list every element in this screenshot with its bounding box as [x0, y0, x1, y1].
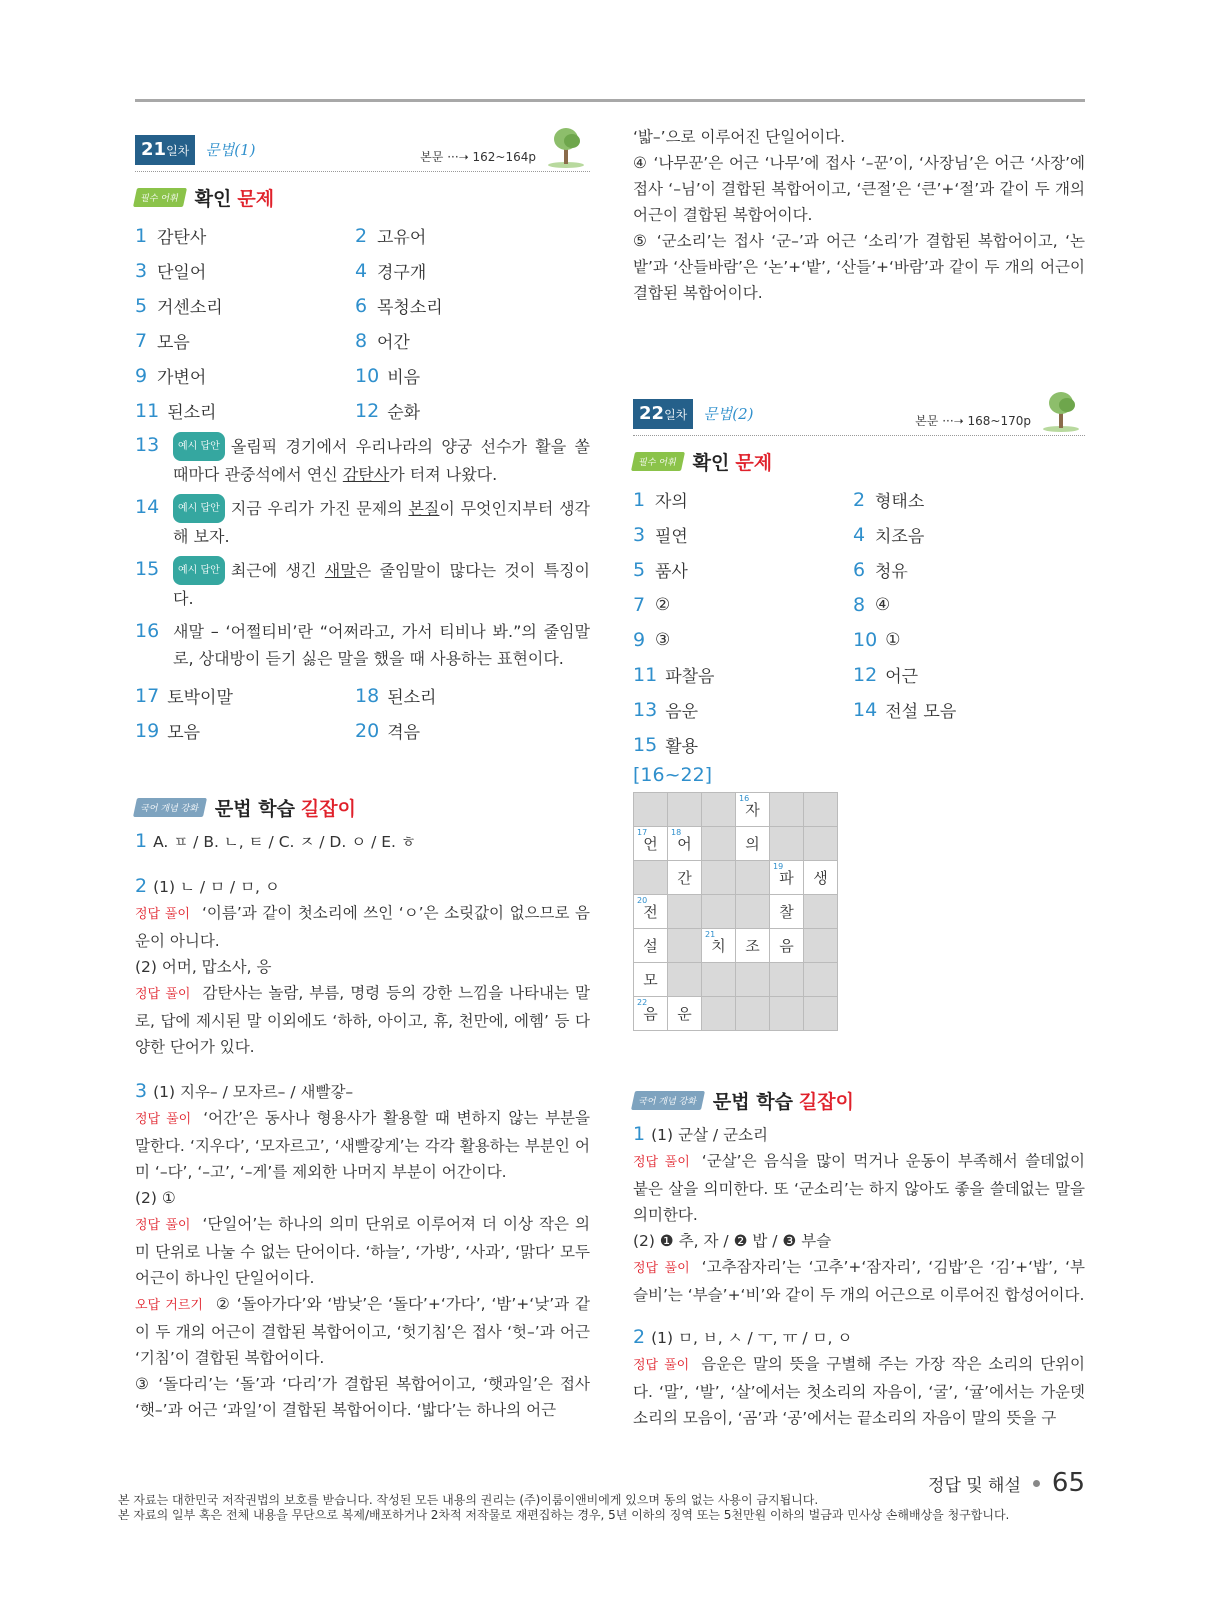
- answer-item: 12 순화: [355, 399, 421, 423]
- answer-item: 4 치조음: [853, 523, 925, 547]
- grammar2-q1: 1 (1) 군살 / 군소리: [633, 1123, 768, 1145]
- day21-section-title: 필수 어휘 확인 문제: [135, 184, 590, 210]
- answer-15: 15 예시 답안 최근에 생긴 새말은 줄임말이 많다는 것이 특징이다.: [135, 558, 591, 608]
- crossword-cell: [702, 963, 736, 997]
- crossword-cell: [634, 793, 668, 827]
- answer-row: [633, 692, 1085, 727]
- crossword-cell: 21 치: [702, 929, 736, 963]
- crossword-cell: [702, 827, 736, 861]
- day21-badge: 21일차: [135, 135, 195, 165]
- answer-item: 6 청유: [853, 558, 908, 582]
- answer-row: [135, 218, 590, 253]
- crossword-clue-number: 20: [637, 896, 648, 905]
- crossword-cell: 17 언: [634, 827, 668, 861]
- answer-item: 9 ③: [633, 628, 671, 651]
- day22-header: [633, 392, 1085, 436]
- crossword-cell: 16 자: [736, 793, 770, 827]
- answer-item: 4 경구개: [355, 259, 427, 283]
- answer-row: [633, 552, 1085, 587]
- section-tag: 필수 어휘: [133, 188, 187, 207]
- answer-item: 14 전설 모음: [853, 698, 957, 722]
- footer-label: 정답 및 해설: [927, 1475, 1021, 1496]
- answer-item: 13 음운: [633, 698, 699, 722]
- crossword-grid: [633, 792, 838, 1031]
- answer-row: [633, 622, 1085, 657]
- answer-row: [135, 323, 590, 358]
- answer-row: [135, 393, 590, 428]
- crossword-cell: 설: [634, 929, 668, 963]
- day22-section-title: 필수 어휘 확인 문제: [633, 448, 1085, 474]
- answer-row: [135, 358, 590, 393]
- answer-item: 19 모음: [135, 719, 201, 743]
- day22-subject: 문법(2): [703, 405, 754, 423]
- answer-item: 3 단일어: [135, 259, 207, 283]
- answer-item: 18 된소리: [355, 684, 437, 708]
- crossword-clue-number: 19: [773, 862, 784, 871]
- answer-row: [135, 713, 590, 748]
- crossword-cell: [702, 793, 736, 827]
- answer-row: [135, 678, 590, 713]
- crossword-cell: 음: [770, 929, 804, 963]
- crossword-cell: [770, 793, 804, 827]
- answer-row: [633, 482, 1085, 517]
- day22-badge: 22일차: [633, 399, 693, 429]
- answer-item: 10 ①: [853, 628, 901, 651]
- answer-item: 7 ②: [633, 593, 671, 616]
- tree-icon: [1043, 392, 1079, 432]
- grammar1-q2: 2 (1) ㄴ / ㅁ / ㅁ, ㅇ: [135, 875, 280, 897]
- grammar1-content: 1 A. ㅍ / B. ㄴ, ㅌ / C. ㅈ / D. ㅇ / E. ㅎ 2 (1) ㄴ / ㅁ / ㅁ, ㅇ 정답 풀이 ‘이름’과 같이 첫소리에 쓰인 ‘ㅇ’은 소릿값이 없으므로 음운이 아니다. (2) 어머, 맙소사, 응 정답 풀이 감탄사는 놀람, 부름, 명령 등의 강한 느낌을 나타내는 말로, 답에 제시된 말 이외에도 ‘하하, 아이고, 휴, 천만에, 에헴’ 등 다양한 단어가 있다. 3 (1) 지우– / 모자르– / 새빨갛– 정답 풀이 ‘어간’은 동사나 형용사가 활용할 때 변하지 않는 부분을 말한다. ‘지우다’, ‘모자르고’, ‘새빨갛게’는 각각 활용하는 부분인 어미 ‘–다’, ‘–고’, ‘–게’를 제외한 나머지 부분이 어간이다. (2) ① 정답 풀이 ‘단일어’는 하나의 의미 단위로 이루어져 더 이상 작은 의미 단위로 나눌 수 없는 단어이다. ‘하늘’, ‘가방’, ‘사과’, ‘맑다’ 모두 어근이 하나인 단일어이다. 오답 거르기 ② ‘돌아가다’와 ‘밤낮’은 ‘돌다’+‘가다’, ‘밤’+‘낮’과 같이 두 개의 어근이 결합된 복합어이고, ‘헛기침’은 접사 ‘헛–’과 어근 ‘기침’이 결합된 복합어이다. ③ ‘돌다리’는 ‘돌’과 ‘다리’가 결합된 복합어이고, ‘햇과일’은 접사 ‘햇–’과 어근 ‘과일’이 결합된 복합어이다. ‘밟다’는 하나의 어근: [135, 830, 590, 1419]
- tree-icon: [548, 128, 584, 168]
- crossword-cell: 의: [736, 827, 770, 861]
- crossword-cell: 운: [668, 997, 702, 1031]
- crossword-cell: [736, 963, 770, 997]
- crossword-cell: [770, 997, 804, 1031]
- crossword-cell: 찰: [770, 895, 804, 929]
- answer-item: 8 어간: [355, 329, 410, 353]
- right-column: [633, 124, 1085, 1431]
- crossword-range-label: [16~22]: [633, 764, 713, 786]
- crossword-cell: 조: [736, 929, 770, 963]
- crossword-cell: [804, 929, 838, 963]
- answer-row: [135, 253, 590, 288]
- crossword-cell: [668, 895, 702, 929]
- answer-item: 10 비음: [355, 364, 421, 388]
- day22-page-ref: 본문 ···➝ 168~170p: [915, 414, 1031, 428]
- crossword-clue-number: 16: [739, 794, 750, 803]
- crossword-cell: [804, 793, 838, 827]
- example-answer-tag: 예시 답안: [173, 494, 225, 523]
- crossword-cell: [702, 861, 736, 895]
- answer-item: 3 필연: [633, 523, 688, 547]
- answer-item: 1 자의: [633, 488, 688, 512]
- answer-item: 17 토박이말: [135, 684, 233, 708]
- answer-item: 20 격음: [355, 719, 421, 743]
- answer-item: 5 품사: [633, 558, 688, 582]
- crossword-cell: [668, 963, 702, 997]
- crossword-clue-number: 18: [671, 828, 682, 837]
- answer-16: 16 새말 – ‘어쩔티비’란 “어쩌라고, 가서 티비나 봐.”의 줄임말로, 상대방이 듣기 싫은 말을 했을 때 사용하는 표현이다.: [135, 620, 590, 668]
- crossword-cell: [804, 895, 838, 929]
- crossword-clue-number: 22: [637, 998, 648, 1007]
- crossword-cell: [634, 861, 668, 895]
- crossword-clue-number: 17: [637, 828, 648, 837]
- answer-item: 12 어근: [853, 663, 919, 687]
- crossword-cell: [736, 861, 770, 895]
- crossword-cell: [804, 963, 838, 997]
- crossword-cell: 22 음: [634, 997, 668, 1031]
- answer-item: 1 감탄사: [135, 224, 207, 248]
- grammar1-q1: 1 A. ㅍ / B. ㄴ, ㅌ / C. ㅈ / D. ㅇ / E. ㅎ: [135, 830, 416, 852]
- day22-answer-grid: [633, 482, 1085, 762]
- crossword-cell: [702, 895, 736, 929]
- day21-answer-grid: [135, 218, 590, 428]
- crossword-cell: [804, 997, 838, 1031]
- grammar1-q3: 3 (1) 지우– / 모자르– / 새빨갛–: [135, 1080, 354, 1102]
- top-rule: [135, 99, 1085, 102]
- footer-dot: [1033, 1480, 1040, 1487]
- page-number: 65: [1051, 1468, 1085, 1498]
- crossword-cell: [736, 895, 770, 929]
- crossword-cell: 간: [668, 861, 702, 895]
- answer-item: 11 된소리: [135, 399, 217, 423]
- answer-item: 6 목청소리: [355, 294, 443, 318]
- answer-item: 11 파찰음: [633, 663, 715, 687]
- answer-row: [633, 657, 1085, 692]
- answer-item: 7 모음: [135, 329, 190, 353]
- crossword-cell: [770, 963, 804, 997]
- crossword-cell: [702, 997, 736, 1031]
- grammar2-title: 국어 개념 강화 문법 학습 길잡이: [633, 1087, 1085, 1113]
- copyright-notice: 본 자료는 대한민국 저작권법의 보호를 받습니다. 작성된 모든 내용의 권리는 (주)이룸이앤비에게 있으며 동의 없는 사용이 금지됩니다. 본 자료의 일부 혹은 전체 내용을 무단으로 복제/배포하거나 2차적 저작물로 재편집하는 경우, 5년 이하의 징역 또는 5천만원 이하의 벌금과 민사상 손해배상을 청구합니다.: [118, 1493, 1010, 1522]
- crossword-cell: [668, 793, 702, 827]
- crossword-cell: 19 파: [770, 861, 804, 895]
- day21-header: [135, 128, 590, 172]
- crossword-cell: 20 전: [634, 895, 668, 929]
- answer-item: 5 거센소리: [135, 294, 223, 318]
- answer-row: [633, 727, 1085, 762]
- example-answer-tag: 예시 답안: [173, 432, 225, 461]
- answer-14: 14 예시 답안 지금 우리가 가진 문제의 본질이 무엇인지부터 생각해 보자.: [135, 496, 591, 546]
- crossword-cell: 18 어: [668, 827, 702, 861]
- answer-row: [135, 288, 590, 323]
- answer-item: 9 가변어: [135, 364, 207, 388]
- crossword-cell: 모: [634, 963, 668, 997]
- grammar2-q2: 2 (1) ㅁ, ㅂ, ㅅ / ㅜ, ㅠ / ㅁ, ㅇ: [633, 1326, 853, 1348]
- crossword-clue-number: 21: [705, 930, 716, 939]
- crossword-cell: 생: [804, 861, 838, 895]
- grammar2-content: 1 (1) 군살 / 군소리 정답 풀이 ‘군살’은 음식을 많이 먹거나 운동이 부족해서 쓸데없이 붙은 살을 의미한다. 또 ‘군소리’는 하지 않아도 좋을 쓸데없는 말을 의미한다. (2) ❶ 추, 자 / ❷ 밥 / ❸ 부슬 정답 풀이 ‘고추잠자리’는 ‘고추’+‘잠자리’, ‘김밥’은 ‘김’+‘밥’, ‘부슬비’는 ‘부슬’+‘비’와 같이 두 개의 어근으로 이루어진 합성어이다. 2 (1) ㅁ, ㅂ, ㅅ / ㅜ, ㅠ / ㅁ, ㅇ 정답 풀이 음운은 말의 뜻을 구별해 주는 가장 작은 소리의 단위이다. ‘말’, ‘발’, ‘살’에서는 첫소리의 자음이, ‘굴’, ‘귤’에서는 가운뎃소리의 모음이, ‘곰’과 ‘공’에서는 끝소리의 자음이 말의 뜻을 구: [633, 1123, 1085, 1427]
- crossword-cell: [736, 997, 770, 1031]
- answer-13: 13 예시 답안 올림픽 경기에서 우리나라의 양궁 선수가 활을 쏠 때마다 관중석에서 연신 감탄사가 터져 나왔다.: [135, 434, 590, 484]
- example-answer-tag: 예시 답안: [173, 556, 225, 585]
- day21-answer-grid-2: [135, 678, 590, 748]
- answer-item: 2 형태소: [853, 488, 925, 512]
- answer-item: 2 고유어: [355, 224, 427, 248]
- crossword-cell: [668, 929, 702, 963]
- crossword-cell: [804, 827, 838, 861]
- answer-row: [633, 517, 1085, 552]
- day21-subject: 문법(1): [205, 141, 256, 159]
- left-column: [135, 128, 590, 1423]
- answer-row: [633, 587, 1085, 622]
- crossword-cell: [770, 827, 804, 861]
- answer-item: 8 ④: [853, 593, 891, 616]
- day21-page-ref: 본문 ···➝ 162~164p: [420, 150, 536, 164]
- answer-item: 15 활용: [633, 733, 699, 757]
- continued-explanation: ‘밟–’으로 이루어진 단일어이다. ④ ‘나무꾼’은 어근 ‘나무’에 접사 ‘–꾼’이, ‘사장님’은 어근 ‘사장’에 접사 ‘–님’이 결합된 복합어이고, ‘큰절’은 ‘큰’+‘절’과 같이 두 개의 어근이 결합된 복합어이다. ⑤ ‘군소리’는 접사 ‘군–’과 어근 ‘소리’가 결합된 복합어이고, ‘논밭’과 ‘산들바람’은 ‘논’+‘밭’, ‘산들’+‘바람’과 같이 두 개의 어근이 결합된 복합어이다.: [633, 128, 1085, 302]
- grammar1-title: 국어 개념 강화 문법 학습 길잡이: [135, 794, 590, 820]
